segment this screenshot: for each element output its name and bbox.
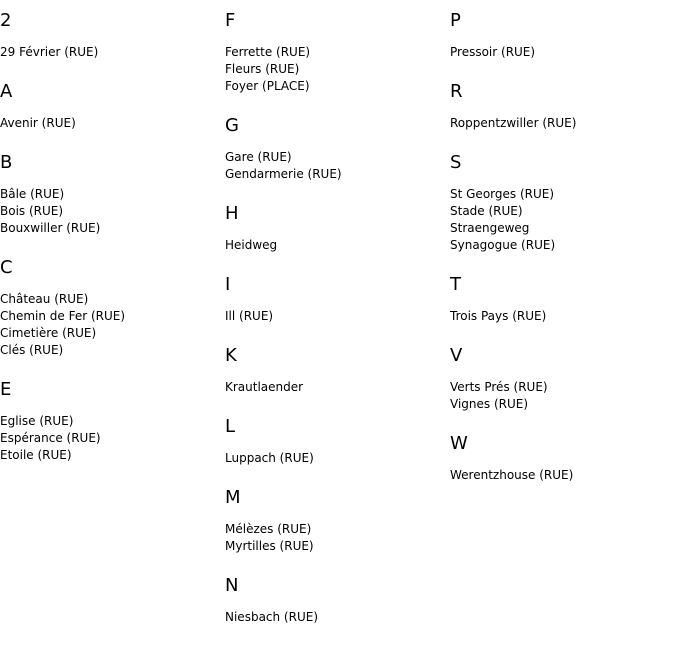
street-list	[225, 450, 450, 467]
letter-group	[225, 574, 450, 626]
letter-heading: 2	[0, 10, 12, 31]
letter-heading: G	[225, 115, 239, 136]
street-link[interactable]: Ill (RUE)	[225, 309, 274, 323]
letter-heading: F	[225, 10, 236, 31]
street-list	[0, 291, 225, 359]
street-link[interactable]: 29 Février (RUE)	[0, 45, 99, 59]
letter-heading: V	[450, 345, 463, 366]
street-list	[225, 609, 450, 626]
street-link[interactable]: Niesbach (RUE)	[225, 610, 318, 624]
letter-group	[225, 344, 450, 396]
street-list	[225, 149, 450, 183]
street-list	[450, 467, 675, 484]
street-link[interactable]: Etoile (RUE)	[0, 448, 72, 462]
street-link[interactable]: Werentzhouse (RUE)	[450, 468, 574, 482]
street-link[interactable]: St Georges (RUE)	[450, 187, 555, 201]
letter-heading: B	[0, 152, 13, 173]
letter-heading: A	[0, 81, 13, 102]
street-link[interactable]: Château (RUE)	[0, 292, 89, 306]
street-link[interactable]: Krautlaender	[225, 380, 304, 394]
street-link[interactable]: Eglise (RUE)	[0, 414, 74, 428]
street-link[interactable]: Myrtilles (RUE)	[225, 539, 314, 553]
index-column	[450, 9, 675, 503]
street-list	[450, 115, 675, 132]
street-link[interactable]: Luppach (RUE)	[225, 451, 314, 465]
street-link[interactable]: Gare (RUE)	[225, 150, 292, 164]
letter-heading: C	[0, 257, 13, 278]
street-link[interactable]: Trois Pays (RUE)	[450, 309, 547, 323]
street-link[interactable]: Cimetière (RUE)	[0, 326, 97, 340]
letter-heading: N	[225, 575, 239, 596]
street-list	[450, 379, 675, 413]
street-link[interactable]: Vignes (RUE)	[450, 397, 529, 411]
street-list	[225, 237, 450, 254]
street-link[interactable]: Pressoir (RUE)	[450, 45, 536, 59]
street-link[interactable]: Bouxwiller (RUE)	[0, 221, 101, 235]
street-list	[0, 115, 225, 132]
street-link[interactable]: Bâle (RUE)	[0, 187, 65, 201]
letter-group	[0, 80, 225, 132]
street-list	[450, 44, 675, 61]
letter-heading: L	[225, 416, 236, 437]
street-link[interactable]: Straengeweg	[450, 221, 530, 235]
letter-group	[0, 378, 225, 464]
street-link[interactable]: Heidweg	[225, 238, 278, 252]
street-link[interactable]: Bois (RUE)	[0, 204, 64, 218]
street-link[interactable]: Ferrette (RUE)	[225, 45, 311, 59]
letter-group	[225, 415, 450, 467]
street-list	[450, 186, 675, 254]
letter-group	[450, 9, 675, 61]
street-link[interactable]: Clés (RUE)	[0, 343, 64, 357]
street-list	[225, 308, 450, 325]
street-link[interactable]: Chemin de Fer (RUE)	[0, 309, 126, 323]
letter-group	[0, 9, 225, 61]
letter-heading: S	[450, 152, 462, 173]
letter-group	[225, 114, 450, 183]
street-list	[0, 413, 225, 464]
street-list	[450, 308, 675, 325]
letter-heading: K	[225, 345, 237, 366]
letter-heading: M	[225, 487, 241, 508]
letter-group	[225, 486, 450, 555]
letter-group	[0, 256, 225, 359]
street-list	[225, 44, 450, 95]
letter-group	[225, 202, 450, 254]
letter-group	[450, 432, 675, 484]
street-list	[0, 44, 225, 61]
street-link[interactable]: Mélèzes (RUE)	[225, 522, 312, 536]
street-link[interactable]: Gendarmerie (RUE)	[225, 167, 342, 181]
letter-group	[450, 151, 675, 254]
street-link[interactable]: Stade (RUE)	[450, 204, 523, 218]
street-link[interactable]: Roppentzwiller (RUE)	[450, 116, 577, 130]
street-link[interactable]: Verts Prés (RUE)	[450, 380, 548, 394]
index-column	[225, 9, 450, 645]
letter-group	[450, 80, 675, 132]
letter-group	[225, 273, 450, 325]
street-link[interactable]: Foyer (PLACE)	[225, 79, 310, 93]
letter-group	[225, 9, 450, 95]
letter-heading: I	[225, 274, 231, 295]
street-list	[225, 521, 450, 555]
letter-group	[0, 151, 225, 237]
letter-heading: W	[450, 433, 468, 454]
street-link[interactable]: Espérance (RUE)	[0, 431, 101, 445]
letter-heading: E	[0, 379, 12, 400]
letter-group	[450, 273, 675, 325]
letter-heading: R	[450, 81, 463, 102]
letter-heading: T	[450, 274, 461, 295]
street-link[interactable]: Avenir (RUE)	[0, 116, 76, 130]
letter-group	[450, 344, 675, 413]
street-list	[0, 186, 225, 237]
street-link[interactable]: Synagogue (RUE)	[450, 238, 556, 252]
letter-heading: P	[450, 10, 461, 31]
index-column	[0, 9, 225, 483]
street-list	[225, 379, 450, 396]
letter-heading: H	[225, 203, 239, 224]
street-link[interactable]: Fleurs (RUE)	[225, 62, 300, 76]
